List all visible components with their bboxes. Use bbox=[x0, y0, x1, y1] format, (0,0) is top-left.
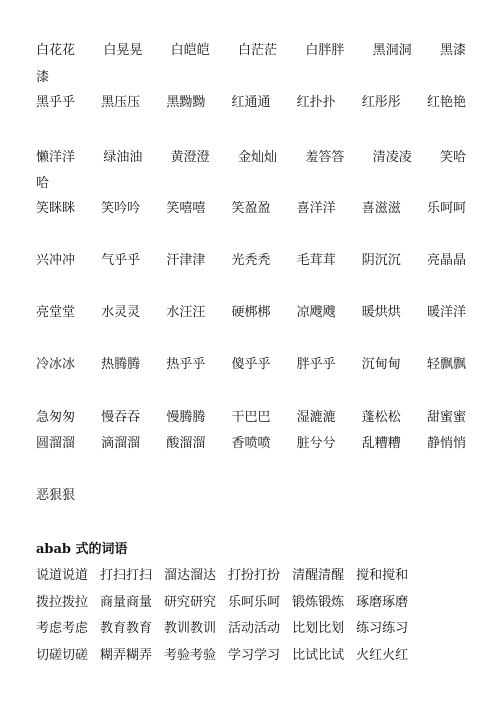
word: 硬梆梆 bbox=[231, 304, 271, 320]
word-row bbox=[36, 405, 466, 425]
word: 绿油油 bbox=[103, 149, 143, 165]
word: 打扮打扮 bbox=[228, 567, 281, 583]
word-row bbox=[36, 300, 466, 320]
word: 红扑扑 bbox=[296, 94, 336, 110]
word: 练习练习 bbox=[356, 620, 409, 636]
word: 研究研究 bbox=[164, 594, 217, 610]
word: 干巴巴 bbox=[231, 409, 271, 425]
word: 红彤彤 bbox=[361, 94, 401, 110]
word: 拨拉拨拉 bbox=[36, 594, 89, 610]
word: 活动活动 bbox=[228, 620, 281, 636]
word: 懒洋洋 bbox=[36, 149, 76, 165]
word: 热腾腾 bbox=[101, 356, 141, 372]
word: 清醒清醒 bbox=[292, 567, 345, 583]
word: 黑漆 bbox=[439, 42, 466, 58]
word-row bbox=[36, 590, 466, 610]
word: 静悄悄 bbox=[426, 435, 466, 451]
word: 黑洞洞 bbox=[372, 42, 412, 58]
word: 黑乎乎 bbox=[36, 94, 76, 110]
word-row bbox=[36, 352, 466, 372]
word: 红艳艳 bbox=[426, 94, 466, 110]
word: 喜洋洋 bbox=[296, 200, 336, 216]
word: 白茫茫 bbox=[237, 42, 277, 58]
word: 火红火红 bbox=[356, 647, 409, 663]
word: 暖洋洋 bbox=[426, 304, 466, 320]
word-row bbox=[36, 616, 466, 636]
word: 阴沉沉 bbox=[361, 252, 401, 268]
word: 兴冲冲 bbox=[36, 252, 76, 268]
word: 亮晶晶 bbox=[426, 252, 466, 268]
word: 笑盈盈 bbox=[231, 200, 271, 216]
word: 热乎乎 bbox=[166, 356, 206, 372]
section-heading: abab 式的词语 bbox=[36, 542, 128, 557]
word: 黑黝黝 bbox=[166, 94, 206, 110]
word: 比划比划 bbox=[292, 620, 345, 636]
word-row bbox=[36, 38, 466, 58]
word: 脏兮兮 bbox=[296, 435, 336, 451]
wrapped-text: 哈 bbox=[36, 176, 50, 191]
word: 慢腾腾 bbox=[166, 409, 206, 425]
word: 学习学习 bbox=[228, 647, 281, 663]
word: 慢吞吞 bbox=[101, 409, 141, 425]
word: 白皑皑 bbox=[170, 42, 210, 58]
word: 切磋切磋 bbox=[36, 647, 89, 663]
word: 笑眯眯 bbox=[36, 200, 76, 216]
word: 溜达溜达 bbox=[164, 567, 217, 583]
word: 光秃秃 bbox=[231, 252, 271, 268]
word: 喜滋滋 bbox=[361, 200, 401, 216]
word: 乱糟糟 bbox=[361, 435, 401, 451]
word: 毛茸茸 bbox=[296, 252, 336, 268]
word: 白晃晃 bbox=[103, 42, 143, 58]
word: 乐呵乐呵 bbox=[228, 594, 281, 610]
word: 琢磨琢磨 bbox=[356, 594, 409, 610]
word: 教训教训 bbox=[164, 620, 217, 636]
word: 黑压压 bbox=[101, 94, 141, 110]
word: 冷冰冰 bbox=[36, 356, 76, 372]
word-row bbox=[36, 248, 466, 268]
word: 说道说道 bbox=[36, 567, 89, 583]
word: 考虑考虑 bbox=[36, 620, 89, 636]
wrapped-text: 漆 bbox=[36, 70, 50, 85]
word: 清凌凌 bbox=[372, 149, 412, 165]
word: 酸溜溜 bbox=[166, 435, 206, 451]
word: 圆溜溜 bbox=[36, 435, 76, 451]
word: 蓬松松 bbox=[361, 409, 401, 425]
word: 金灿灿 bbox=[237, 149, 277, 165]
word: 湿漉漉 bbox=[296, 409, 336, 425]
word: 考验考验 bbox=[164, 647, 217, 663]
word: 汗津津 bbox=[166, 252, 206, 268]
word-row bbox=[36, 145, 466, 165]
word: 锻炼锻炼 bbox=[292, 594, 345, 610]
word: 水汪汪 bbox=[166, 304, 206, 320]
word: 乐呵呵 bbox=[426, 200, 466, 216]
word: 香喷喷 bbox=[231, 435, 271, 451]
word: 白胖胖 bbox=[305, 42, 345, 58]
word: 商量商量 bbox=[100, 594, 153, 610]
word: 搅和搅和 bbox=[356, 567, 409, 583]
word: 水灵灵 bbox=[101, 304, 141, 320]
word: 黄澄澄 bbox=[170, 149, 210, 165]
word: 胖乎乎 bbox=[296, 356, 336, 372]
word: 甜蜜蜜 bbox=[426, 409, 466, 425]
wrapped-text: 恶狠狠 bbox=[36, 488, 76, 503]
word: 急匆匆 bbox=[36, 409, 76, 425]
word: 轻飘飘 bbox=[426, 356, 466, 372]
word-row bbox=[36, 563, 466, 583]
word: 傻乎乎 bbox=[231, 356, 271, 372]
word: 羞答答 bbox=[305, 149, 345, 165]
word: 暖烘烘 bbox=[361, 304, 401, 320]
word-row bbox=[36, 431, 466, 451]
word: 教育教育 bbox=[100, 620, 153, 636]
word: 亮堂堂 bbox=[36, 304, 76, 320]
word: 糊弄糊弄 bbox=[100, 647, 153, 663]
word: 滴溜溜 bbox=[101, 435, 141, 451]
word: 笑吟吟 bbox=[101, 200, 141, 216]
word-row bbox=[36, 643, 466, 663]
word: 比试比试 bbox=[292, 647, 345, 663]
word: 打扫打扫 bbox=[100, 567, 153, 583]
word: 沉甸甸 bbox=[361, 356, 401, 372]
word: 红通通 bbox=[231, 94, 271, 110]
word: 凉飕飕 bbox=[296, 304, 336, 320]
word-row bbox=[36, 196, 466, 216]
word: 气乎乎 bbox=[101, 252, 141, 268]
word: 笑哈 bbox=[439, 149, 466, 165]
word-row bbox=[36, 90, 466, 110]
word: 白花花 bbox=[36, 42, 76, 58]
word: 笑嘻嘻 bbox=[166, 200, 206, 216]
